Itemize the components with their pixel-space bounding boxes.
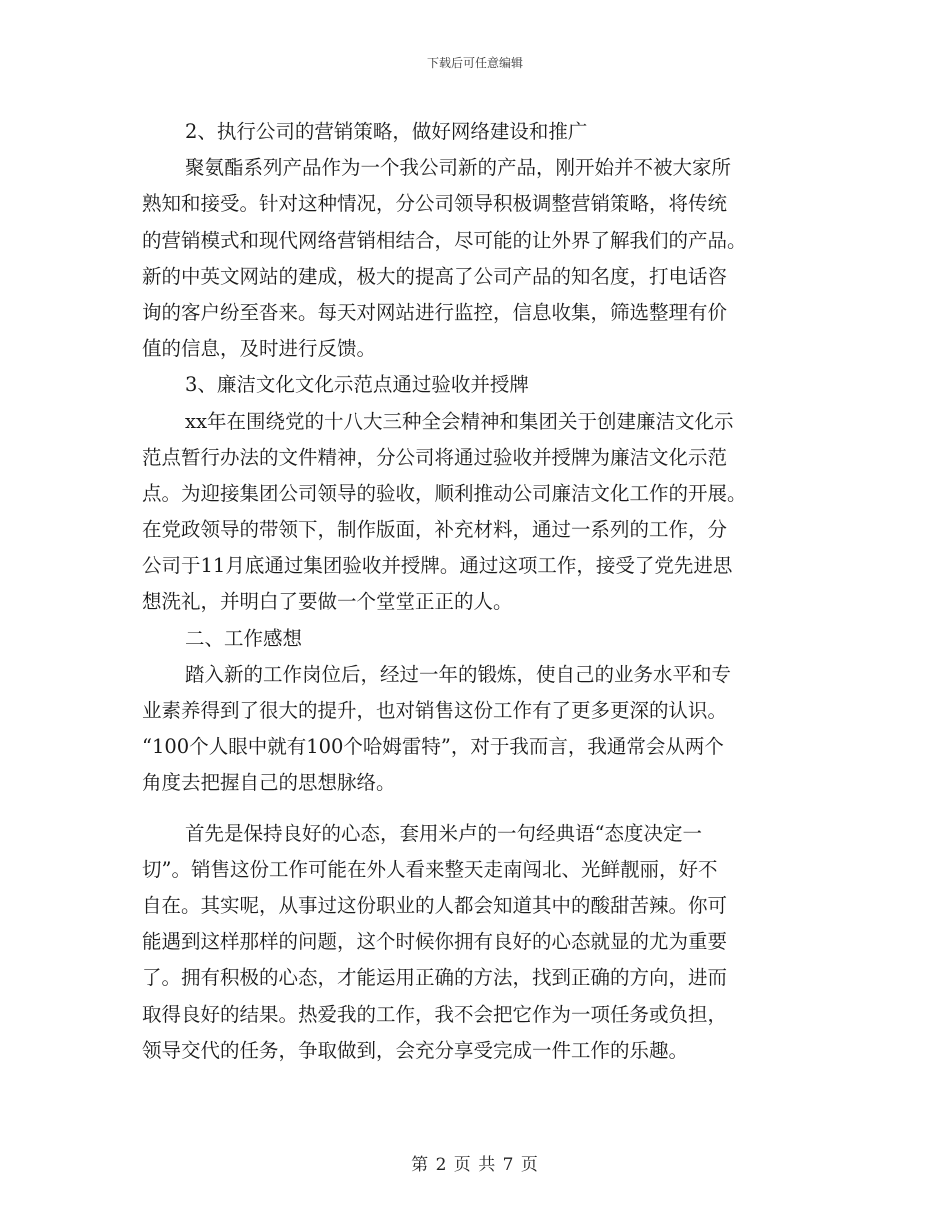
paragraph-line: 业素养得到了很大的提升，也对销售这份工作有了更多更深的认识。 (142, 699, 728, 722)
paragraph-line: 取得良好的结果。热爱我的工作，我不会把它作为一项任务或负担， (142, 1002, 728, 1026)
paragraph-line: 踏入新的工作岗位后，经过一年的锻炼，使自己的业务水平和专 (185, 662, 732, 686)
paragraph-line: 新的中英文网站的建成，极大的提高了公司产品的知名度，打电话咨 (142, 264, 728, 288)
paragraph-line: 能遇到这样那样的问题，这个时候你拥有良好的心态就显的尤为重要 (142, 930, 728, 954)
paragraph-line: 点。为迎接集团公司领导的验收，顺利推动公司廉洁文化工作的开展。 (142, 481, 747, 505)
paragraph-line: 在党政领导的带领下，制作版面，补充材料，通过一系列的工作，分 (142, 518, 728, 542)
paragraph-line: 熟知和接受。针对这种情况，分公司领导积极调整营销策略，将传统 (142, 192, 728, 216)
page-number: 第 2 页 共 7 页 (411, 1155, 539, 1175)
paragraph-line: 首先是保持良好的心态，套用米卢的一句经典语“态度决定一 (185, 821, 702, 845)
section-heading: 2、执行公司的营销策略，做好网络建设和推广 (185, 120, 588, 143)
paragraph-line: 询的客户纷至沓来。每天对网站进行监控，信息收集，筛选整理有价 (142, 300, 728, 324)
paragraph-line: “100个人眼中就有100个哈姆雷特”，对于我而言，我通常会从两个 (142, 735, 724, 759)
section-heading: 二、工作感想 (185, 626, 303, 650)
section-heading: 3、廉洁文化文化示范点通过验收并授牌 (185, 373, 529, 397)
paragraph-line: 的营销模式和现代网络营销相结合，尽可能的让外界了解我们的产品。 (142, 228, 747, 252)
paragraph-line: 切”。销售这份工作可能在外人看来整天走南闯北、光鲜靓丽，好不 (142, 857, 718, 881)
paragraph-line: 公司于11月底通过集团验收并授牌。通过这项工作，接受了党先进思 (142, 554, 733, 578)
paragraph-gap (142, 802, 812, 816)
paragraph-line: 范点暂行办法的文件精神，分公司将通过验收并授牌为廉洁文化示范 (142, 445, 728, 469)
paragraph-line: 角度去把握自己的思想脉络。 (142, 771, 396, 795)
paragraph-line: 自在。其实呢，从事过这份职业的人都会知道其中的酸甜苦辣。你可 (142, 893, 728, 917)
paragraph-line: xx年在围绕党的十八大三种全会精神和集团关于创建廉洁文化示 (185, 409, 734, 433)
paragraph-line: 值的信息，及时进行反馈。 (142, 337, 377, 361)
paragraph-line: 聚氨酯系列产品作为一个我公司新的产品，刚开始并不被大家所 (185, 156, 732, 180)
paragraph-line: 想洗礼，并明白了要做一个堂堂正正的人。 (142, 590, 513, 614)
page-header: 下载后可任意编辑 (426, 56, 523, 70)
paragraph-line: 领导交代的任务，争取做到，会充分享受完成一件工作的乐趣。 (142, 1038, 689, 1062)
paragraph-line: 了。拥有积极的心态，才能运用正确的方法，找到正确的方向，进而 (142, 966, 728, 990)
document-body (142, 114, 812, 1069)
